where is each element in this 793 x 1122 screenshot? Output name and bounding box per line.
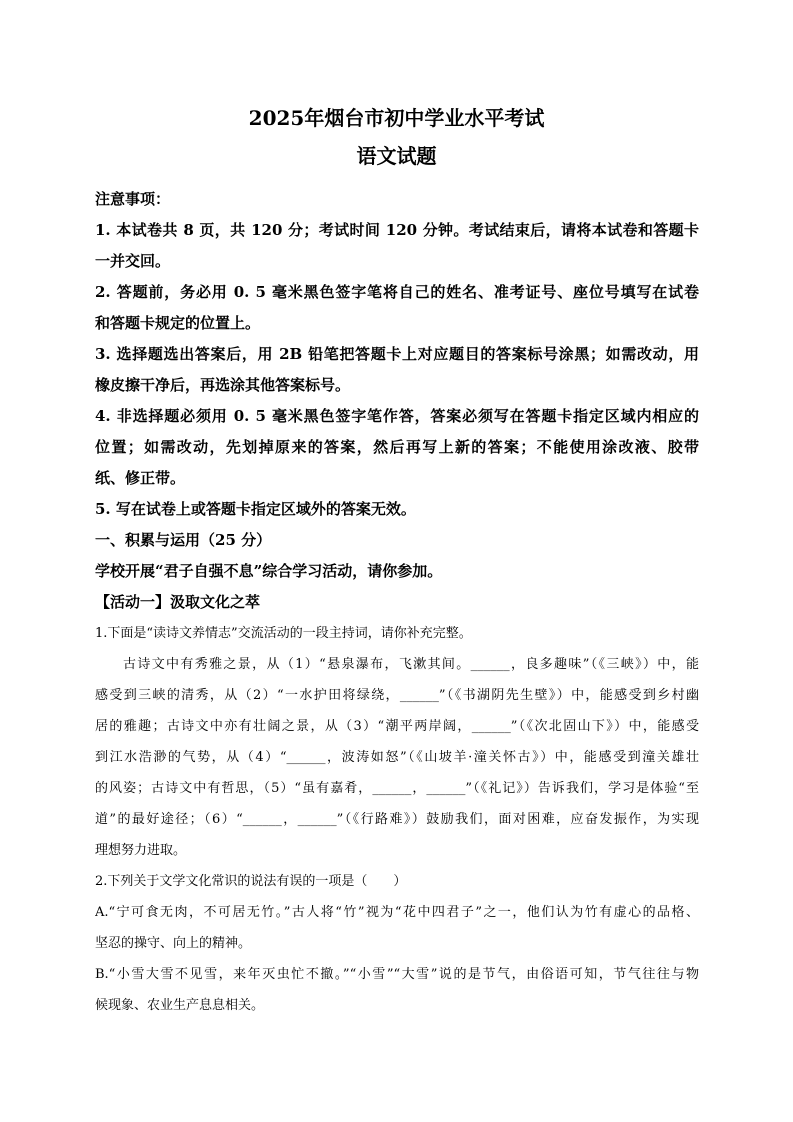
exam-title: 2025年烟台市初中学业水平考试 bbox=[248, 106, 545, 130]
notice-line: 5. 写在试卷上或答题卡指定区域外的答案无效。 bbox=[95, 500, 416, 518]
question-2-option-b: B.“小雪大雪不见雪，来年灭虫忙不撤。”“小雪”“大雪”说的是节气，由俗语可知，节气往往与物 bbox=[95, 967, 699, 982]
activity-heading: 【活动一】汲取文化之萃 bbox=[95, 593, 261, 611]
notice-line: 位置；如需改动，先划掉原来的答案，然后再写上新的答案；不能使用涂改液、胶带 bbox=[95, 438, 699, 456]
question-2-option-a-cont: 坚忍的操守、向上的精神。 bbox=[95, 936, 252, 951]
exam-subtitle: 语文试题 bbox=[356, 144, 437, 168]
question-2-option-a: A.“宁可食无肉，不可居无竹。”古人将“竹”视为“花中四君子”之一，他们认为竹有虚心的品格、 bbox=[95, 905, 699, 920]
notice-line: 3. 选择题选出答案后，用 2B 铅笔把答题卡上对应题目的答案标号涂黑；如需改动，用 bbox=[95, 345, 699, 363]
notice-line: 4. 非选择题必须用 0. 5 毫米黑色签字笔作答，答案必须写在答题卡指定区域内相应的 bbox=[95, 407, 699, 425]
question-1-passage-line: 的风姿；古诗文中有哲思，（5）“虽有嘉肴，______，______”（《礼记》）告诉我们，学习是体验“至 bbox=[95, 781, 699, 796]
section-heading: 一、积累与运用（25 分） bbox=[95, 531, 272, 549]
notice-line: 1. 本试卷共 8 页，共 120 分；考试时间 120 分钟。考试结束后，请将本试卷和答题卡 bbox=[95, 221, 699, 239]
notice-line: 一并交回。 bbox=[95, 252, 171, 270]
question-2-stem: 2.下列关于文学文化常识的说法有误的一项是（ ） bbox=[95, 874, 407, 889]
question-1-passage-line: 到江水浩渺的气势，从（4）“______，波涛如怒”（《山坡羊·潼关怀古》）中，能感受到潼关雄壮 bbox=[95, 750, 699, 765]
question-1-passage-line: 理想努力进取。 bbox=[95, 843, 187, 858]
question-1-stem: 1.下面是“读诗文养情志”交流活动的一段主持词，请你补充完整。 bbox=[95, 626, 472, 641]
question-1-passage-line: 道”的最好途径；（6）“______，______”（《行路难》）鼓励我们，面对困难，应奋发振作，为实现 bbox=[95, 812, 699, 827]
section-intro: 学校开展“君子自强不息”综合学习活动，请你参加。 bbox=[95, 562, 443, 580]
question-1-passage-line: 居的雅趣；古诗文中亦有壮阔之景，从（3）“潮平两岸阔，______”（《次北固山下》）中，能感受 bbox=[95, 719, 699, 734]
exam-body bbox=[95, 184, 699, 1021]
notice-line: 2. 答题前，务必用 0. 5 毫米黑色签字笔将自己的姓名、准考证号、座位号填写在试卷 bbox=[95, 283, 699, 301]
question-1-passage-line: 感受到三峡的清秀，从（2）“一水护田将绿绕，______”（《书湖阴先生壁》）中，能感受到乡村幽 bbox=[95, 688, 699, 703]
notice-line: 纸、修正带。 bbox=[95, 469, 186, 487]
question-1-passage-line: 古诗文中有秀雅之景，从（1）“悬泉瀑布，飞漱其间。______，良多趣味”（《三峡》）中，能 bbox=[123, 657, 699, 672]
notice-heading: 注意事项： bbox=[95, 190, 171, 208]
question-2-option-b-cont: 候现象、农业生产息息相关。 bbox=[95, 998, 265, 1013]
notice-line: 橡皮擦干净后，再选涂其他答案标号。 bbox=[95, 376, 351, 394]
notice-line: 和答题卡规定的位置上。 bbox=[95, 314, 261, 332]
